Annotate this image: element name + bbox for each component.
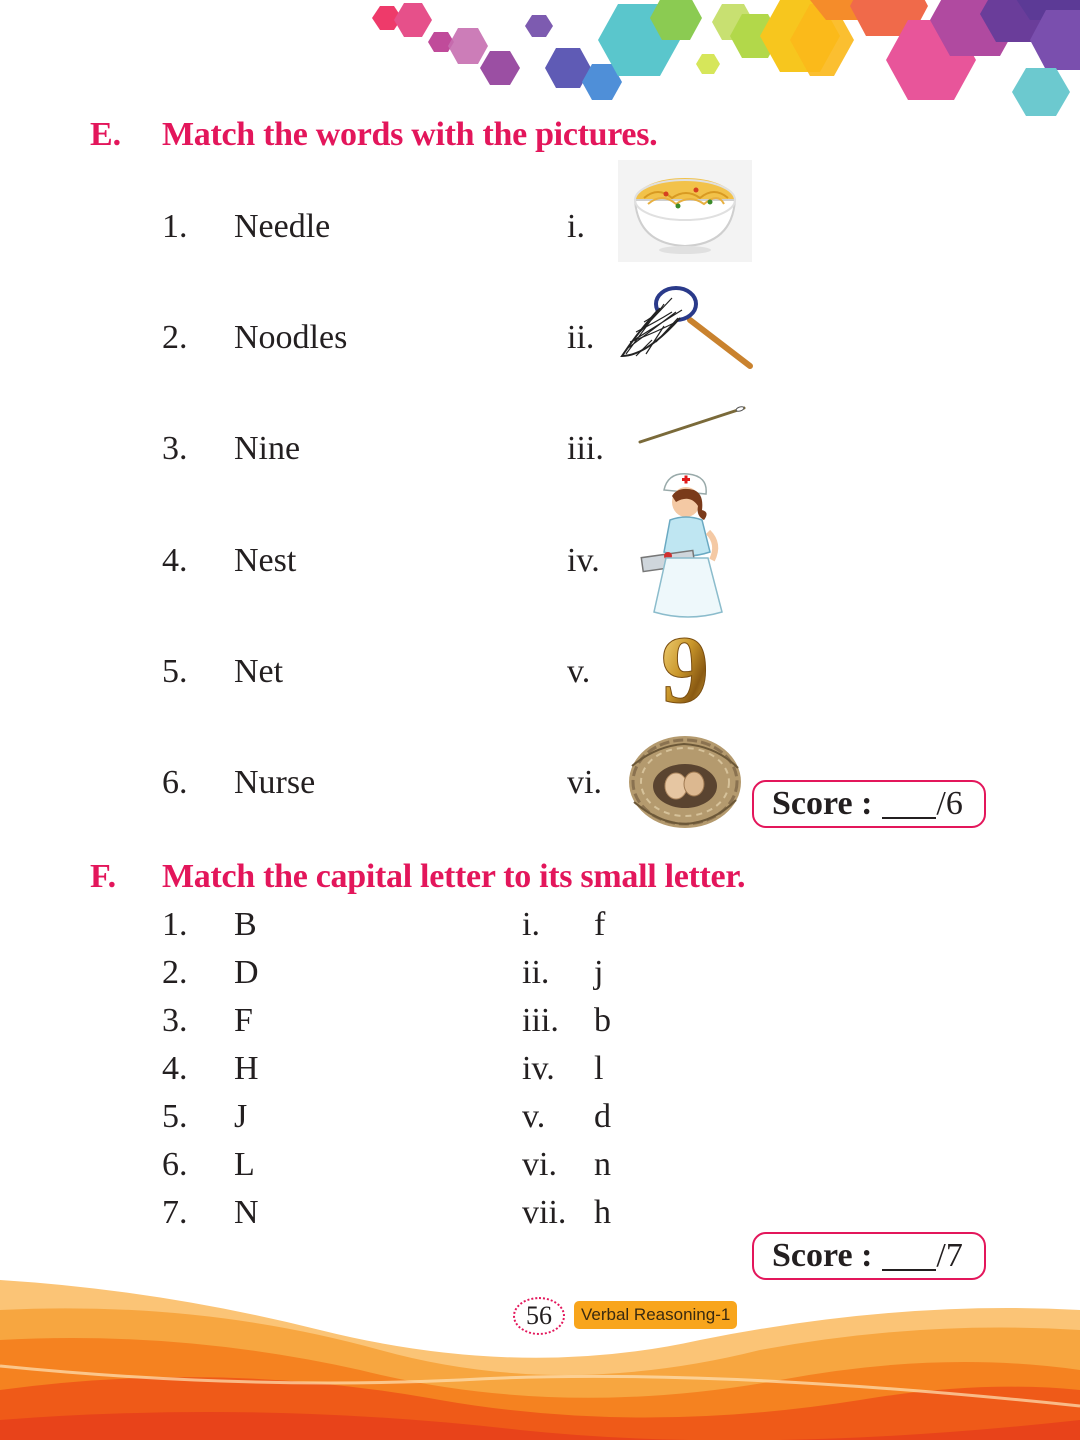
small-letter: n [594, 1146, 611, 1183]
capital-number: 4. [162, 1050, 188, 1087]
score-total: /7 [936, 1237, 963, 1274]
small-letter: j [594, 954, 604, 991]
picture-roman: i. [567, 208, 585, 245]
small-roman: iii. [522, 1002, 559, 1039]
section-e-letter: E. [90, 116, 122, 153]
capital-letter: B [234, 906, 257, 943]
word-nest: Nest [234, 542, 297, 579]
small-letter: b [594, 1002, 611, 1039]
noodles-bowl-icon [618, 160, 752, 262]
number-nine-icon [652, 624, 718, 708]
picture-roman: vi. [567, 764, 602, 801]
capital-number: 1. [162, 906, 188, 943]
small-roman: i. [522, 906, 540, 943]
small-letter: l [594, 1050, 604, 1087]
bird-nest-icon [626, 726, 744, 834]
butterfly-net-icon [616, 282, 754, 370]
small-letter: d [594, 1098, 611, 1135]
capital-number: 3. [162, 1002, 188, 1039]
section-f-title: Match the capital letter to its small letter. [162, 858, 746, 895]
capital-letter: J [234, 1098, 248, 1135]
score-blank[interactable] [882, 1241, 936, 1271]
score-label: Score : [772, 1237, 873, 1274]
word-number: 3. [162, 430, 188, 467]
needle-icon [636, 402, 750, 446]
small-letter: f [594, 906, 606, 943]
word-number: 5. [162, 653, 188, 690]
footer-wave-decoration [0, 1270, 1080, 1440]
small-roman: ii. [522, 954, 550, 991]
capital-number: 7. [162, 1194, 188, 1231]
picture-roman: iv. [567, 542, 600, 579]
capital-letter: F [234, 1002, 253, 1039]
word-noodles: Noodles [234, 319, 348, 356]
word-number: 4. [162, 542, 188, 579]
page-number: 56 [513, 1297, 565, 1335]
word-nurse: Nurse [234, 764, 316, 801]
word-number: 2. [162, 319, 188, 356]
small-roman: vii. [522, 1194, 567, 1231]
capital-letter: D [234, 954, 259, 991]
capital-letter: L [234, 1146, 255, 1183]
score-label: Score : [772, 785, 873, 822]
small-letter: h [594, 1194, 611, 1231]
picture-roman: iii. [567, 430, 604, 467]
hexagon-decoration [0, 0, 1080, 130]
word-net: Net [234, 653, 284, 690]
small-roman: v. [522, 1098, 546, 1135]
picture-roman: v. [567, 653, 591, 690]
section-e-title: Match the words with the pictures. [162, 116, 658, 153]
book-title-tag: Verbal Reasoning-1 [574, 1301, 737, 1329]
capital-letter: H [234, 1050, 259, 1087]
word-number: 1. [162, 208, 188, 245]
capital-number: 6. [162, 1146, 188, 1183]
score-total: /6 [936, 785, 963, 822]
score-blank[interactable] [882, 789, 936, 819]
capital-number: 2. [162, 954, 188, 991]
number-nine-glyph: 9 [661, 624, 709, 708]
word-needle: Needle [234, 208, 331, 245]
capital-letter: N [234, 1194, 259, 1231]
word-nine: Nine [234, 430, 301, 467]
small-roman: iv. [522, 1050, 555, 1087]
section-f-letter: F. [90, 858, 117, 895]
word-number: 6. [162, 764, 188, 801]
nurse-icon [638, 472, 738, 622]
picture-roman: ii. [567, 319, 595, 356]
small-roman: vi. [522, 1146, 557, 1183]
section-e-score-box [752, 780, 986, 828]
capital-number: 5. [162, 1098, 188, 1135]
